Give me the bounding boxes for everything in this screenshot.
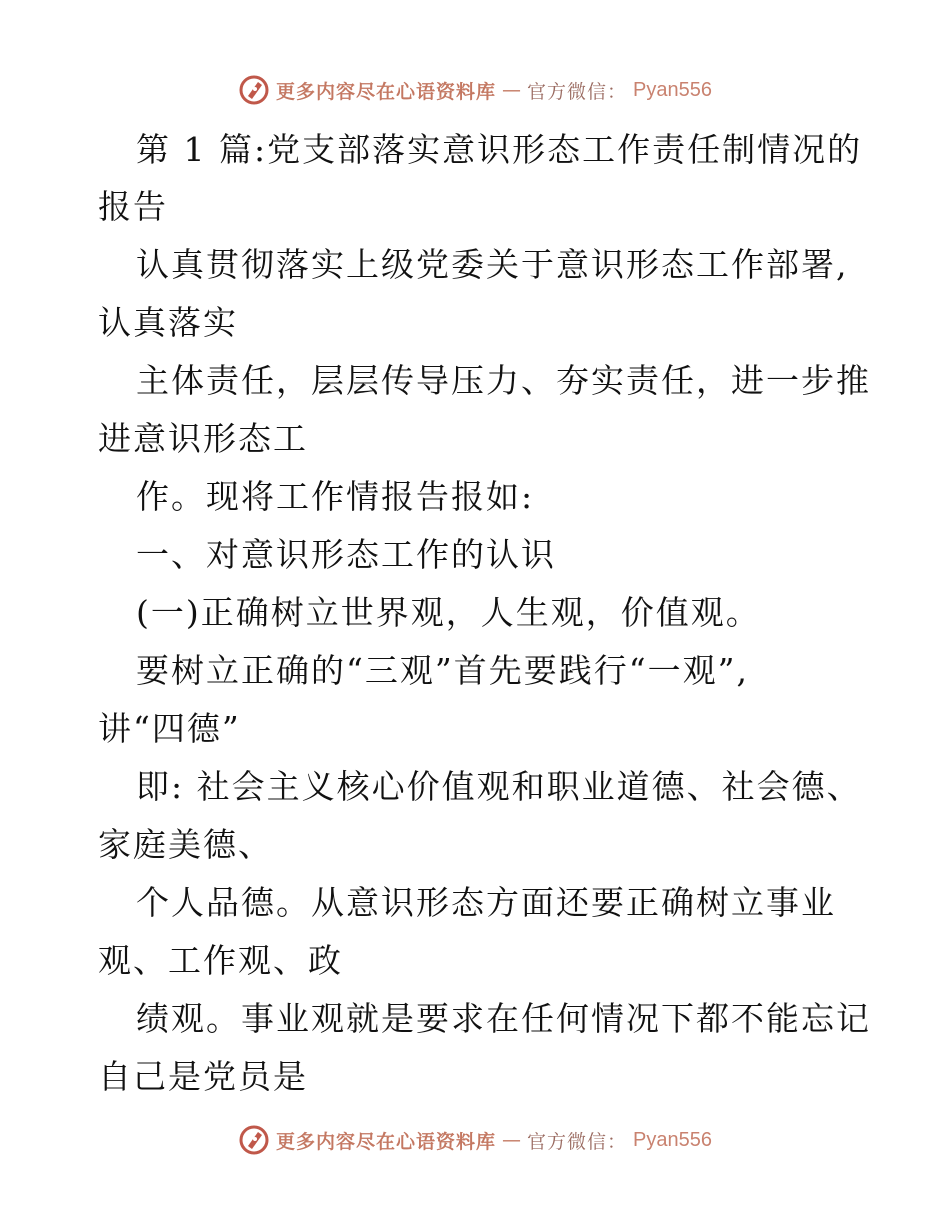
doc-line: 主体责任，层层传导压力、夯实责任，进一步推: [136, 361, 871, 400]
banner-content: [238, 1124, 712, 1156]
pen-nib-circle-icon: [238, 1124, 270, 1156]
doc-line: (一)正确树立世界观，人生观，价值观。: [136, 593, 761, 632]
banner-wechat-id: Pyan556: [633, 1128, 712, 1151]
doc-line: 要树立正确的“三观”首先要践行“一观”,: [136, 651, 749, 690]
doc-line: 即: 社会主义核心价值观和职业道德、社会德、: [136, 767, 862, 806]
banner-slogan: 更多内容尽在心语资料库: [276, 1130, 497, 1153]
banner-slogan: 更多内容尽在心语资料库: [276, 80, 497, 103]
banner-official-label: 官方微信：: [527, 80, 628, 103]
footer-banner: [0, 1120, 950, 1160]
banner-dash: —: [502, 79, 522, 101]
banner-wechat-id: Pyan556: [633, 78, 712, 101]
doc-line: 认真落实: [98, 303, 238, 342]
doc-line: 进意识形态工: [98, 419, 308, 458]
pen-nib-circle-icon: [238, 74, 270, 106]
doc-line: 作。现将工作情报告报如:: [136, 477, 535, 516]
doc-line: 第 1 篇:党支部落实意识形态工作责任制情况的: [136, 130, 863, 169]
banner-dash: —: [502, 1129, 522, 1151]
doc-line: 一、对意识形态工作的认识: [136, 535, 556, 574]
doc-line: 认真贯彻落实上级党委关于意识形态工作部署,: [136, 245, 849, 284]
banner-official-label: 官方微信：: [527, 1130, 628, 1153]
doc-line: 个人品德。从意识形态方面还要正确树立事业: [136, 883, 836, 922]
doc-line: 绩观。事业观就是要求在任何情况下都不能忘记: [136, 999, 871, 1038]
banner-content: [238, 74, 712, 106]
doc-line: 观、工作观、政: [98, 941, 343, 980]
doc-line: 讲“四德”: [98, 709, 241, 748]
doc-line: 家庭美德、: [98, 825, 273, 864]
doc-line: 自己是党员是: [98, 1057, 308, 1096]
header-banner: [0, 70, 950, 110]
doc-line: 报告: [98, 187, 168, 226]
